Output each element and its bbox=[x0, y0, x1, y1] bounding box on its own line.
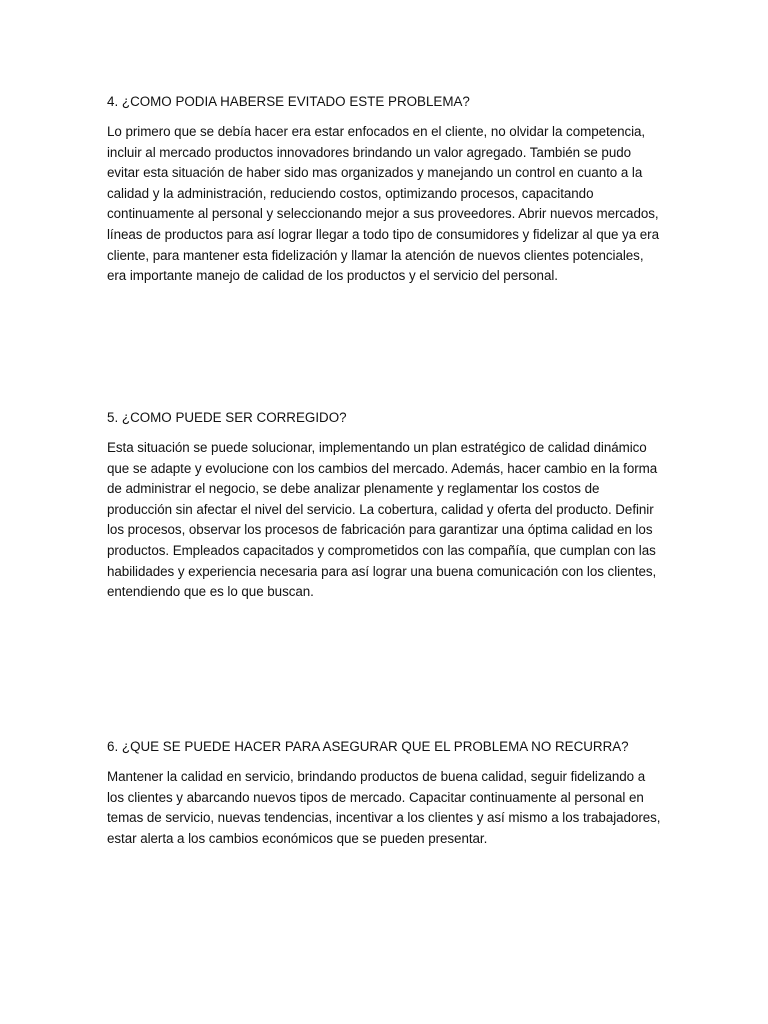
question-5-heading: 5. ¿COMO PUEDE SER CORREGIDO? bbox=[107, 410, 347, 425]
question-6-heading: 6. ¿QUE SE PUEDE HACER PARA ASEGURAR QUE EL PROBLEMA NO RECURRA? bbox=[107, 739, 629, 754]
question-4-answer: Lo primero que se debía hacer era estar enfocados en el cliente, no olvidar la competencia, incluir al mercado productos innovadores brindando un valor agregado. También se pudo evitar esta situación de haber sido mas organizados y manejando un control en cuanto a la calidad y la administración, reduciendo costos, optimizando procesos, capacitando continuamente al personal y seleccionando mejor a sus proveedores. Abrir nuevos mercados, líneas de productos para así lograr llegar a todo tipo de consumidores y fidelizar al que ya era cliente, para mantener esta fidelización y llamar la atención de nuevos clientes potenciales, era importante manejo de calidad de los productos y el servicio del personal. bbox=[107, 124, 659, 284]
question-5-answer: Esta situación se puede solucionar, implementando un plan estratégico de calidad dinámico que se adapte y evolucione con los cambios del mercado. Además, hacer cambio en la forma de administrar el negocio, se debe analizar plenamente y reglamentar los costos de producción sin afectar el nivel del servicio. La cobertura, calidad y oferta del producto. Definir los procesos, observar los procesos de fabricación para garantizar una óptima calidad en los productos. Empleados capacitados y comprometidos con las compañía, que cumplan con las habilidades y experiencia necesaria para así lograr una buena comunicación con los clientes, entendiendo que es lo que buscan. bbox=[107, 440, 658, 600]
question-4-heading: 4. ¿COMO PODIA HABERSE EVITADO ESTE PROBLEMA? bbox=[107, 94, 470, 109]
question-6-answer: Mantener la calidad en servicio, brindando productos de buena calidad, seguir fidelizando a los clientes y abarcando nuevos tipos de mercado. Capacitar continuamente al personal en temas de servicio, nuevas tendencias, incentivar a los clientes y así mismo a los trabajadores, estar alerta a los cambios económicos que se pueden presentar. bbox=[107, 769, 661, 846]
section-question-5 bbox=[107, 408, 663, 603]
section-question-4 bbox=[107, 92, 663, 287]
section-question-6 bbox=[107, 737, 663, 849]
